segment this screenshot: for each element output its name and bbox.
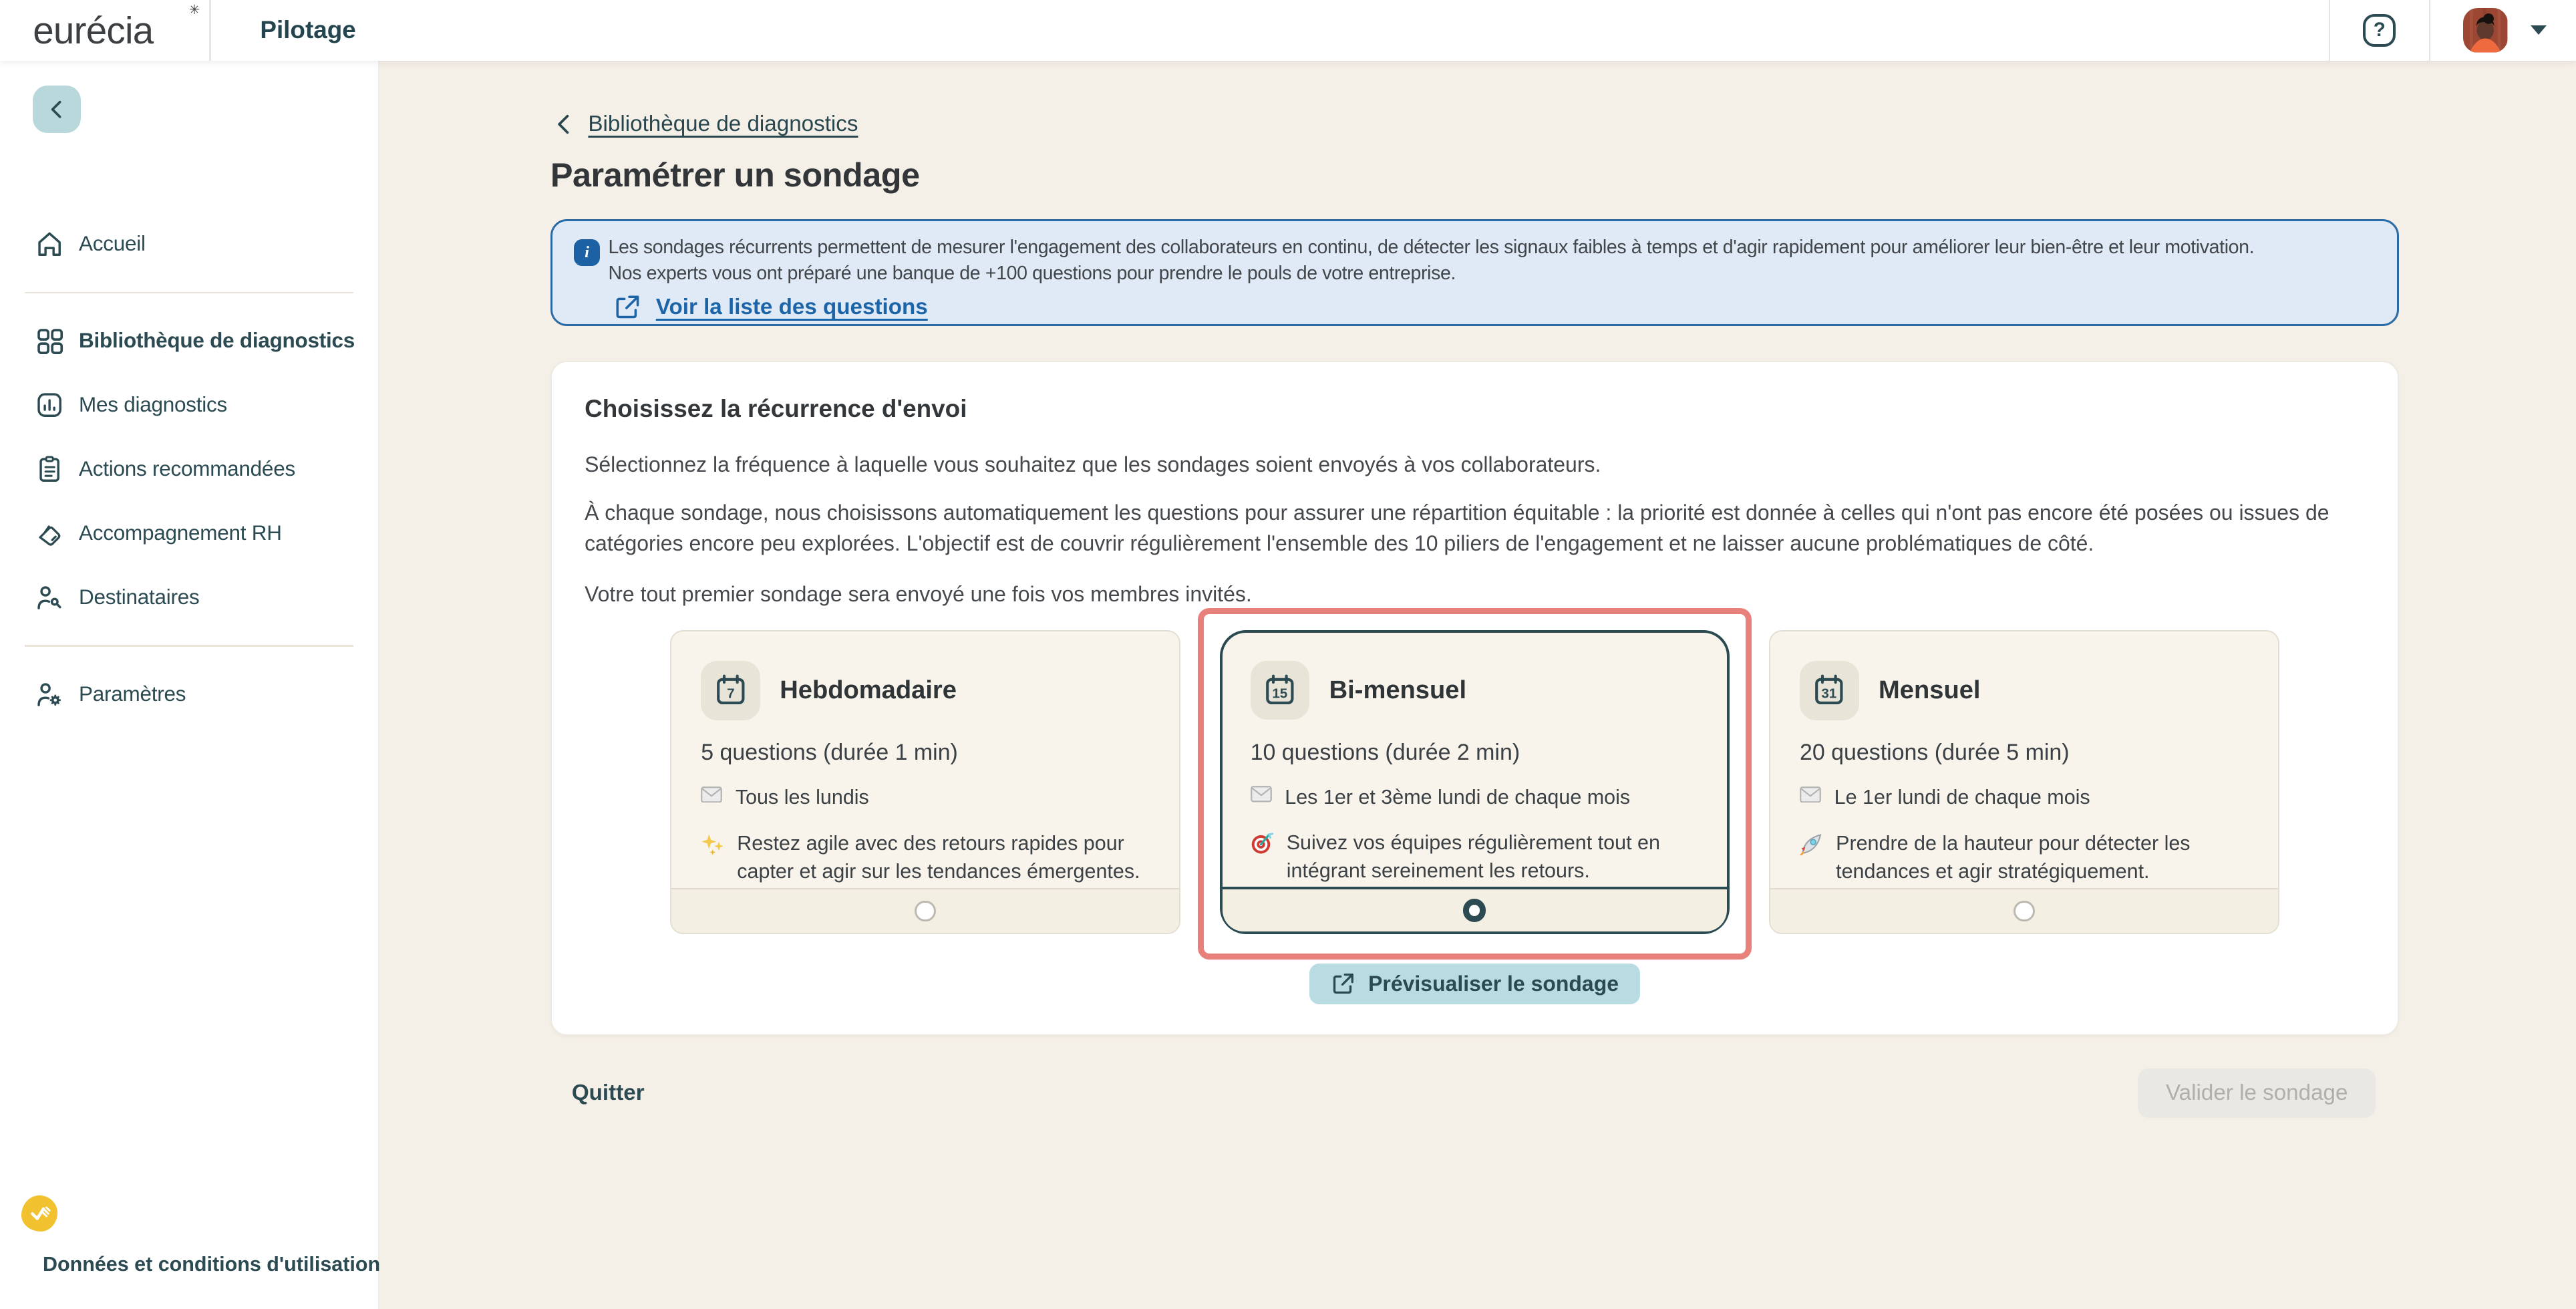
check-icon bbox=[27, 1201, 52, 1225]
chevron-down-icon[interactable] bbox=[2531, 25, 2547, 35]
module-title: Pilotage bbox=[260, 16, 356, 44]
sidebar-item-label: Mes diagnostics bbox=[79, 393, 227, 417]
option-description: Suivez vos équipes régulièrement tout en intégrant sereinement les retours. bbox=[1286, 831, 1660, 883]
sidebar-nav bbox=[0, 212, 378, 726]
topbar-separator bbox=[2429, 0, 2430, 61]
option-footer bbox=[1223, 887, 1727, 931]
eurecia-logo bbox=[33, 3, 200, 52]
external-link-icon bbox=[1331, 972, 1355, 996]
page-footer-actions bbox=[550, 1068, 2399, 1118]
external-link-icon bbox=[613, 293, 641, 321]
data-terms-link[interactable]: Données et conditions d'utilisation bbox=[42, 1252, 381, 1276]
banner-text-line2: Nos experts vous ont préparé une banque de +100 questions pour prendre le pouls de votre entreprise. bbox=[608, 263, 1456, 285]
envelope-icon bbox=[701, 786, 722, 803]
user-avatar[interactable] bbox=[2463, 8, 2507, 52]
person-gear-icon bbox=[35, 680, 64, 709]
avatar-image bbox=[2463, 8, 2507, 52]
logo-mark-icon: ✳ bbox=[188, 3, 200, 18]
sidebar-item-mes-diagnostics[interactable] bbox=[0, 373, 378, 437]
svg-text:7: 7 bbox=[726, 686, 735, 702]
clipboard-icon bbox=[35, 454, 64, 484]
sidebar-item-label: Paramètres bbox=[79, 682, 186, 706]
sparkles-icon bbox=[701, 833, 723, 855]
sidebar-item-label: Destinataires bbox=[79, 585, 200, 609]
option-footer bbox=[1770, 888, 2278, 932]
rocket-icon bbox=[1800, 833, 1822, 855]
validate-survey-button[interactable]: Valider le sondage bbox=[2138, 1068, 2376, 1118]
option-questions: 10 questions (durée 2 min) bbox=[1250, 739, 1520, 765]
chevron-left-icon bbox=[47, 100, 67, 120]
sidebar-footer bbox=[21, 1195, 380, 1276]
option-card-bi-mensuel[interactable] bbox=[1220, 630, 1730, 934]
option-description: Restez agile avec des retours rapides pour capter et agir sur les tendances émergentes. bbox=[737, 831, 1140, 883]
question-mark-icon: ? bbox=[2373, 19, 2386, 41]
option-schedule: Tous les lundis bbox=[735, 786, 869, 809]
sidebar-item-label: Bibliothèque de diagnostics bbox=[79, 329, 355, 353]
bar-chart-icon bbox=[35, 390, 64, 420]
envelope-icon bbox=[1800, 786, 1821, 803]
sidebar-item-parametres[interactable] bbox=[0, 662, 378, 726]
option-card-hebdomadaire[interactable] bbox=[670, 630, 1180, 934]
sidebar-item-label: Actions recommandées bbox=[79, 457, 295, 481]
sidebar-item-accompagnement-rh[interactable] bbox=[0, 501, 378, 565]
breadcrumb-back[interactable] bbox=[550, 112, 2399, 137]
info-icon: i bbox=[574, 239, 600, 265]
recurrence-options bbox=[670, 630, 2279, 934]
sidebar-item-actions-recommandees[interactable] bbox=[0, 437, 378, 501]
handshake-icon bbox=[35, 519, 64, 548]
section-paragraph-2: À chaque sondage, nous choisissons automatiquement les questions pour assurer une répartition équitable : la priorité est donnée à celles qui n'ont pas encore été posées ou issues de catégories encore peu explorées. L'objectif est de couvrir régulièrement l'ensemble des 10 piliers de l'engagement et ne laisser aucune problématiques de côté. bbox=[585, 500, 2329, 556]
person-wrench-icon bbox=[35, 583, 64, 612]
target-icon bbox=[1251, 832, 1273, 855]
sidebar-item-bibliotheque-de-diagnostics[interactable] bbox=[0, 309, 378, 373]
sidebar-collapse-button[interactable] bbox=[33, 86, 80, 133]
sidebar-divider bbox=[25, 645, 353, 646]
svg-text:15: 15 bbox=[1272, 686, 1288, 702]
option-schedule: Le 1er lundi de chaque mois bbox=[1834, 786, 2090, 809]
topbar-divider bbox=[209, 0, 210, 61]
logo-text: eurécia bbox=[33, 9, 154, 51]
option-questions: 20 questions (durée 5 min) bbox=[1800, 740, 2070, 766]
preview-survey-button[interactable] bbox=[1309, 964, 1640, 1004]
calendar-7-icon bbox=[701, 661, 760, 720]
sidebar-item-label: Accompagnement RH bbox=[79, 521, 282, 545]
topbar-separator bbox=[2329, 0, 2330, 61]
option-footer bbox=[671, 888, 1179, 932]
option-questions: 5 questions (durée 1 min) bbox=[701, 740, 958, 766]
preview-survey-button-label: Prévisualiser le sondage bbox=[1368, 972, 1619, 996]
quit-link[interactable]: Quitter bbox=[571, 1080, 645, 1105]
option-description: Prendre de la hauteur pour détecter les tendances et agir stratégiquement. bbox=[1836, 831, 2191, 883]
calendar-31-icon bbox=[1800, 661, 1859, 720]
banner-text-line1: Les sondages récurrents permettent de mesurer l'engagement des collaborateurs en continu, de détecter les signaux faibles à temps et d'agir rapidement pour améliorer leur bien-être et leur motivation. bbox=[608, 236, 2255, 258]
info-banner bbox=[550, 219, 2399, 326]
questions-list-link[interactable] bbox=[608, 293, 927, 321]
section-paragraph-3: Votre tout premier sondage sera envoyé une fois vos membres invités. bbox=[585, 582, 1252, 607]
sidebar-item-accueil[interactable] bbox=[0, 212, 378, 276]
option-title: Hebdomadaire bbox=[780, 676, 957, 705]
top-bar bbox=[0, 0, 2576, 61]
radio-mensuel[interactable] bbox=[2014, 901, 2035, 922]
section-paragraph-1: Sélectionnez la fréquence à laquelle vous souhaitez que les sondages soient envoyés à vos collaborateurs. bbox=[585, 452, 1601, 477]
chevron-left-icon bbox=[555, 114, 573, 135]
radio-bi-mensuel[interactable] bbox=[1463, 899, 1486, 921]
sidebar bbox=[0, 61, 379, 1309]
main-area bbox=[379, 61, 2576, 1309]
home-icon bbox=[35, 229, 64, 259]
grid-icon bbox=[35, 326, 64, 355]
calendar-15-icon bbox=[1251, 661, 1310, 720]
radio-hebdomadaire[interactable] bbox=[915, 901, 936, 922]
eurecia-check-badge-icon bbox=[21, 1195, 57, 1231]
sidebar-item-destinataires[interactable] bbox=[0, 565, 378, 629]
option-card-mensuel[interactable] bbox=[1769, 630, 2279, 934]
recurrence-section-card bbox=[550, 361, 2399, 1036]
sidebar-divider bbox=[25, 292, 353, 293]
option-title: Mensuel bbox=[1879, 676, 1981, 705]
sidebar-item-label: Accueil bbox=[79, 232, 146, 256]
help-button[interactable] bbox=[2363, 14, 2396, 47]
page-title: Paramétrer un sondage bbox=[550, 156, 920, 194]
section-heading: Choisissez la récurrence d'envoi bbox=[585, 394, 967, 422]
breadcrumb-link[interactable]: Bibliothèque de diagnostics bbox=[588, 112, 858, 137]
option-schedule: Les 1er et 3ème lundi de chaque mois bbox=[1285, 785, 1631, 809]
questions-list-link-label[interactable]: Voir la liste des questions bbox=[655, 295, 928, 320]
svg-text:31: 31 bbox=[1821, 686, 1837, 702]
option-title: Bi-mensuel bbox=[1329, 675, 1467, 704]
envelope-icon bbox=[1251, 786, 1272, 803]
